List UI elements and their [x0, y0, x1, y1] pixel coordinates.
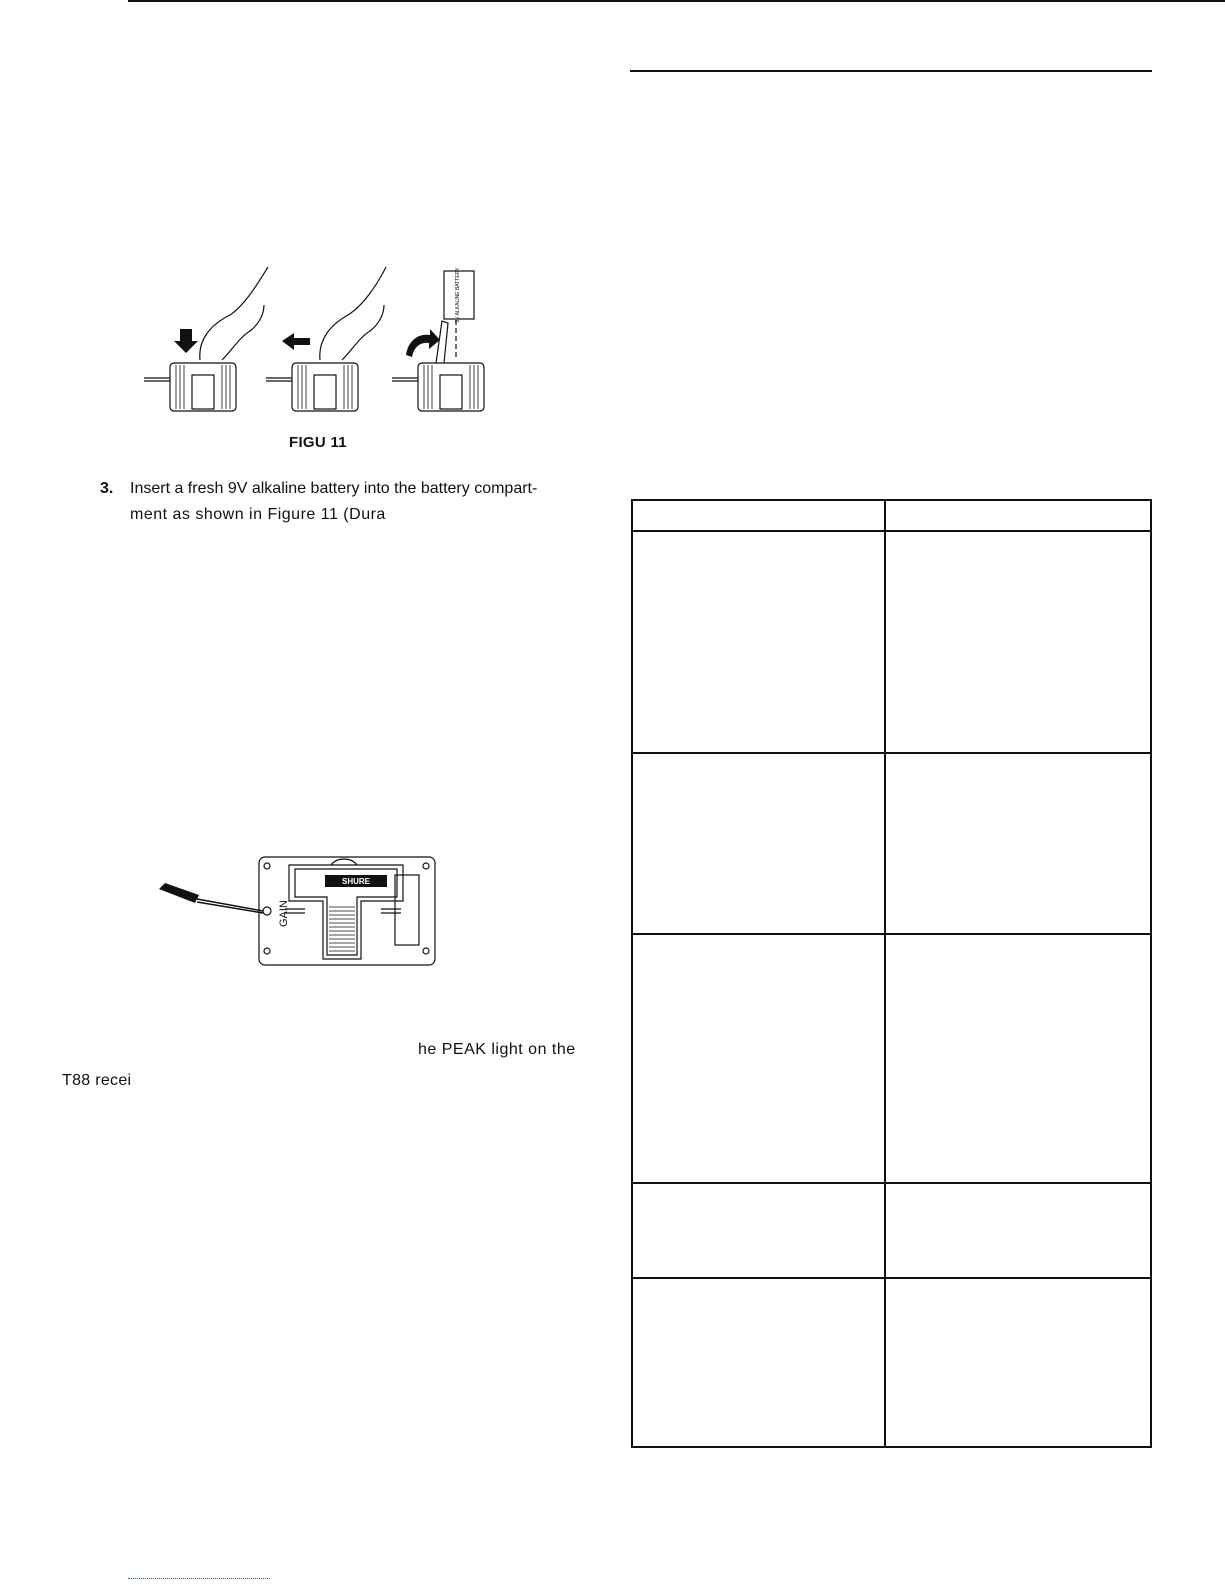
table-column-divider: [884, 501, 886, 1446]
step-text-line1: Insert a fresh 9V alkaline battery into the battery compart-: [130, 480, 538, 497]
table-row-divider: [633, 1182, 1150, 1184]
step-text-line2: ment as shown in Figure 11 (Dura: [130, 506, 386, 523]
table-row-divider: [633, 933, 1150, 935]
section-rule: [630, 70, 1152, 72]
battery-insertion-figure: [140, 265, 500, 421]
step-number: 3.: [100, 480, 114, 497]
peak-text-fragment: he PEAK light on the: [418, 1041, 576, 1058]
gain-adjust-figure: [155, 855, 443, 970]
table-row-divider: [633, 752, 1150, 754]
battery-label: 9V ALKALINE BATTERY: [455, 267, 461, 323]
figure-caption: FIGU 11: [289, 434, 347, 451]
t88-text-fragment: T88 recei: [62, 1072, 132, 1089]
top-rule: [128, 0, 1225, 2]
table-header-divider: [633, 530, 1150, 532]
footer-link-underline[interactable]: [128, 1578, 270, 1579]
gain-label: GAIN: [278, 900, 290, 927]
table-row-divider: [633, 1277, 1150, 1279]
troubleshooting-table: [631, 499, 1152, 1448]
shure-logo: SHURE: [341, 877, 371, 886]
